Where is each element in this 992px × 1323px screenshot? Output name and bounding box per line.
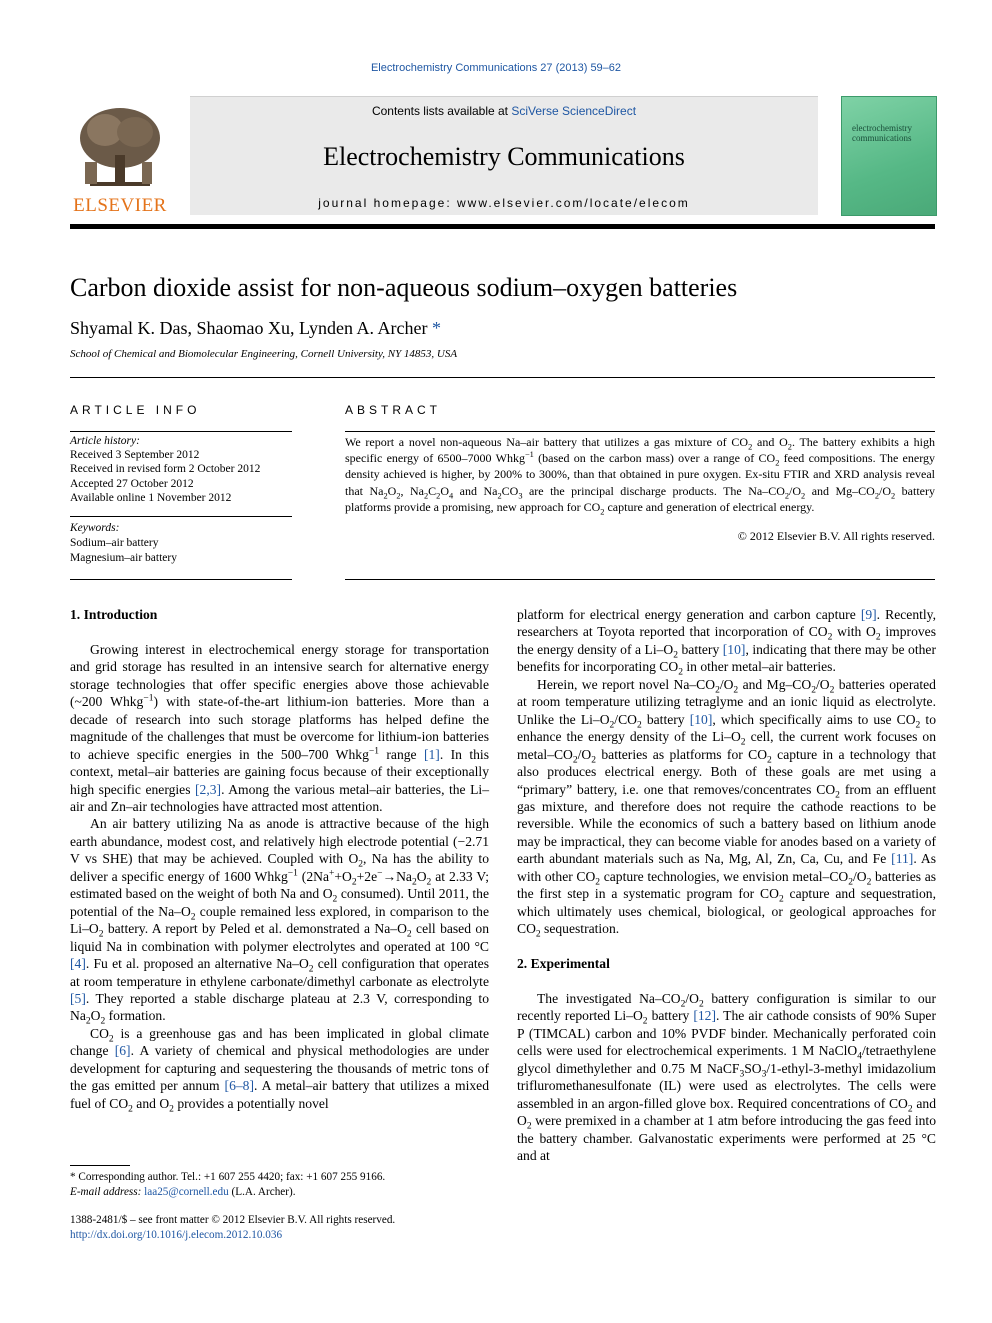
- journal-homepage: journal homepage: www.elsevier.com/locate/elecom: [318, 196, 690, 210]
- body-column-right: [517, 606, 936, 1164]
- author-email-link[interactable]: laa25@cornell.edu: [144, 1186, 229, 1198]
- divider: [70, 516, 292, 517]
- paragraph: The investigated $Na-CO_2/O_2$ battery configuration is similar to our recently reported $Li-O_2$ battery [12]. The air cathode consists of 90% Super P (TIMCAL) carbon and 10% PVDF binder. Mechanically perforated coin cells were used for electrochemical experiments. 1 M NaClO$_4$/tetraethylene glycol dimethylether and 0.75 M $NaCF_3SO_3/1-ethyl-3$-methyl imidazolium trifluromethanesulfonate (IL) were used as electrolytes. The cells were assembled in an argon-filled glove box. Required concentrations of $CO_2$ and $O_2$ were premixed in a chamber at 1 atm before introducing the gas feed into the battery chamber. Galvanostatic experiments were performed at 25 °C and at: [517, 990, 937, 1164]
- history-label: Article history:: [70, 435, 140, 447]
- copyright-notice: © 2012 Elsevier B.V. All rights reserved.: [737, 529, 935, 543]
- journal-name: Electrochemistry Communications: [323, 142, 685, 171]
- journal-cover-thumbnail[interactable]: [841, 96, 937, 216]
- keywords: [70, 521, 292, 566]
- revised-date: Received in revised form 2 October 2012: [70, 463, 261, 476]
- paragraph: An air battery utilizing Na as anode is attractive because of the high earth abundance, modest cost, and relatively high electrode potential (−2.71 V vs SHE) that may be achieved. Coupled with $O_2$, Na has the ability to deliver a specific energy of 1600 Whkg$^{-1}$ ($2Na^++O_2+2e^-\to Na_2O_2$ at 2.33 V; estimated based on the weight of both Na and $O_2$ consumed). Until 2011, the potential of the $Na-O_2$ couple remained less explored, in comparison to the $Li-O_2$ battery. A report by Peled et al. demonstrated a $Na-O_2$ cell based on liquid Na in combination with polymer electrolytes and operated at 100 °C [4]. Fu et al. proposed an alternative $Na-O_2$ cell configuration that operates at room temperature in ethylene carbonate/dimethyl carbonate as electrolyte [5]. They reported a stable discharge plateau at 2.3 V, corresponding to $Na_2O_2$ formation.: [70, 816, 489, 1028]
- divider: [70, 377, 935, 378]
- front-matter-info: [70, 1213, 500, 1243]
- abstract-text: We report a novel non-aqueous Na–air battery that utilizes a gas mixture of $CO_2$ and $O_2$. The battery exhibits a high specific energy of 6500–7000 Whkg$^{-1}$ (based on the carbon mass) over a range of $CO_2$ feed compositions. The energy density achieved is higher, by 200% to 300%, than that obtained in pure oxygen. Ex-situ FTIR and XRD analysis reveal that $Na_2O_2$, $Na_2C_2O_4$ and $Na_2CO_3$ are the principal discharge products. The $Na-CO_2/O_2$ and $Mg-CO_2/O_2$ battery platforms provide a promising, new approach for $CO_2$ capture and generation of electrical energy.: [345, 435, 936, 517]
- homepage-url[interactable]: www.elsevier.com/locate/elecom: [457, 196, 690, 210]
- article-title: Carbon dioxide assist for non-aqueous sodium–oxygen batteries: [70, 273, 738, 302]
- abstract-heading: ABSTRACT: [345, 403, 442, 417]
- section-heading: 1. Introduction: [70, 607, 158, 622]
- section-heading: 2. Experimental: [517, 956, 610, 972]
- paragraph: Growing interest in electrochemical energy storage for transportation and grid storage has resulted in an intensive search for alternative energy storage technologies that offer specific energies above those achievable (~200 Whkg$^{-1}$) with state-of-the-art lithium-ion batteries. More than a decade of research into such storage platforms has helped define the magnitude of the challenges that must be overcome for lithium-ion batteries to achieve specific energies in the 500–700 Whkg$^{-1}$ range [1]. In this context, metal–air batteries are gaining focus because of their exceptionally high specific energies [2,3]. Among the various metal–air batteries, the Li–air and Zn–air technologies have attracted most attention.: [70, 641, 489, 814]
- keyword: Sodium–air battery: [70, 537, 159, 549]
- journal-reference[interactable]: Electrochemistry Communications 27 (2013) 59–62: [370, 62, 622, 74]
- publisher-wordmark: ELSEVIER: [73, 195, 167, 216]
- doi-link[interactable]: http://dx.doi.org/10.1016/j.elecom.2012.10.036: [70, 1229, 283, 1241]
- paragraph: $CO_2$ is a greenhouse gas and has been implicated in global climate change [6]. A variety of chemical and physical methodologies are under development for capturing and sequestering the thousands of metric tons of the gas emitted per annum [6–8]. A metal–air battery that utilizes a mixed fuel of $CO_2$ and $O_2$ provides a potentially novel: [70, 1025, 490, 1115]
- paragraph: Herein, we report novel $Na-CO_2/O_2$ and $Mg-CO_2/O_2$ batteries operated at room temperature utilizing tetraglyme and an ionic liquid as electrolyte. Unlike the $Li-O_2/CO_2$ battery [10], which specifically aims to use $CO_2$ to enhance the energy density of the $Li-O_2$ cell, the current work focuses on metal–$CO_2/O_2$ batteries as platforms for $CO_2$ capture in a technology that also produces electrical energy. Both of these goals are met using a “primary” battery, i.e. one that removes/concentrates $CO_2$ from an effluent gas mixture, and therefore does not require the cathode reactions to be reversible. While the economics of such a battery based on lithium anode may be impractical, they can become viable for anodes based on a variety of earth abundant materials such as Na, Mg, Al, Zn, Ca, Cu, and Fe [11]. As with other $CO_2$ capture technologies, we envision metal–$CO_2/O_2$ batteries as the first step in a systematic program for $CO_2$ capture and sequestration, which ultimately uses chemical, biological, or geological approaches for $CO_2$ sequestration.: [517, 676, 937, 940]
- issn-line: 1388-2481/$ – see front matter © 2012 Elsevier B.V. All rights reserved.: [70, 1214, 396, 1226]
- corresponding-author-note: * Corresponding author. Tel.: +1 607 255 4420; fax: +1 607 255 9166.: [70, 1171, 386, 1183]
- email-label: E-mail address:: [70, 1186, 145, 1198]
- corresponding-author-mark[interactable]: *: [431, 318, 441, 338]
- accepted-date: Accepted 27 October 2012: [70, 477, 194, 490]
- received-date: Received 3 September 2012: [70, 449, 200, 462]
- divider: [345, 431, 935, 432]
- divider: [70, 431, 292, 432]
- contents-line: Contents lists available at SciVerse ScienceDirect: [371, 104, 637, 118]
- divider: [345, 579, 935, 580]
- author-list: Shyamal K. Das, Shaomao Xu, Lynden A. Archer *: [70, 318, 441, 338]
- cover-title: electrochemistry communications: [852, 123, 912, 143]
- header-rule: [70, 224, 935, 229]
- divider: [70, 579, 292, 580]
- footnote: * Corresponding author. Tel.: +1 607 255 4420; fax: +1 607 255 9166. E-mail address: laa25@cornell.edu (L.A. Archer).: [70, 1170, 500, 1200]
- sciencedirect-link[interactable]: SciVerse ScienceDirect: [511, 104, 637, 118]
- online-date: Available online 1 November 2012: [70, 491, 232, 504]
- keywords-label: Keywords:: [70, 522, 120, 534]
- footnote-rule: [70, 1165, 130, 1166]
- affiliation: School of Chemical and Biomolecular Engineering, Cornell University, NY 14853, USA: [70, 348, 458, 360]
- article-info-heading: ARTICLE INFO: [70, 403, 201, 417]
- keyword: Magnesium–air battery: [70, 552, 177, 564]
- body-column-left: [70, 606, 490, 1115]
- paragraph: platform for electrical energy generation and carbon capture [9]. Recently, researchers at Toyota reported that incorporation of $CO_2$ with $O_2$ improves the energy density of a $Li-O_2$ battery [10], indicating that there may be other benefits for incorporating $CO_2$ in other metal–air batteries.: [517, 607, 936, 679]
- article-history: [70, 434, 292, 505]
